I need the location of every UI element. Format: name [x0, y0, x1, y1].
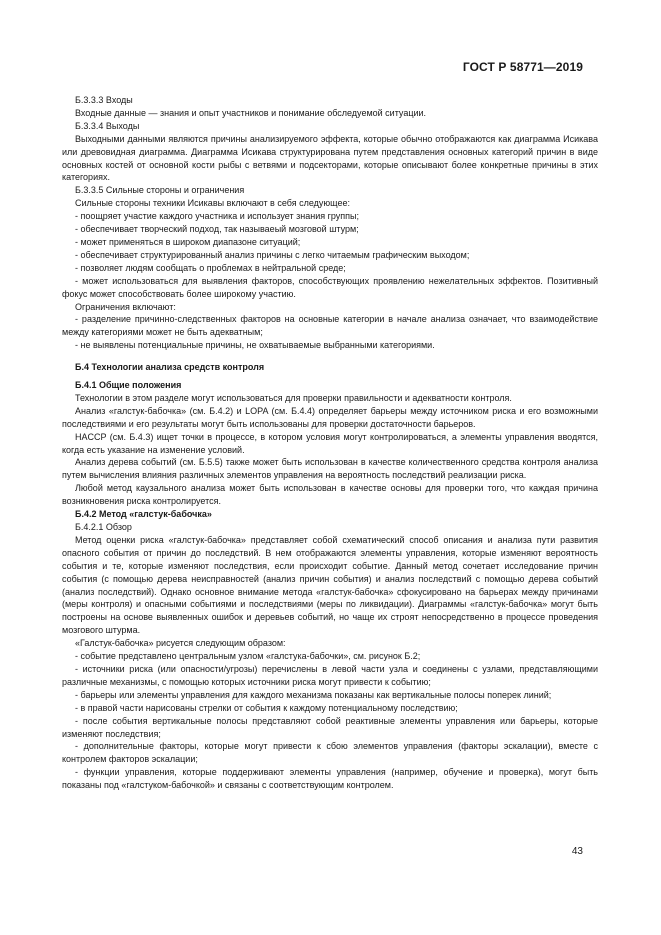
- paragraph: - после события вертикальные полосы представляют собой реактивные элементы управления или барьеры, которые изменяют последствия;: [62, 715, 598, 739]
- paragraph: - не выявлены потенциальные причины, не охватываемые выбранными категориями.: [75, 340, 435, 351]
- paragraph: Анализ «галстук-бабочка» (см. Б.4.2) и LOPA (см. Б.4.4) определяет барьеры между источником риска и его возможными последствиями и его результаты могут быть использованы для проверки достаточности барьеров.: [62, 405, 598, 429]
- section-heading: Б.4.2 Метод «галстук-бабочка»: [75, 509, 212, 520]
- paragraph: - источники риска (или опасности/угрозы) перечислены в левой части узла и соединены с узлами, представляющими различные механизмы, с помощью которых источники риска могут привести к событию;: [62, 663, 598, 687]
- paragraph: - поощряет участие каждого участника и использует знания группы;: [75, 211, 360, 222]
- paragraph: - в правой части нарисованы стрелки от события к каждому потенциальному последствию;: [75, 702, 458, 713]
- paragraph: Технологии в этом разделе могут использоваться для проверки правильности и адекватности контроля.: [75, 392, 512, 403]
- page-number: 43: [571, 846, 583, 857]
- paragraph: - может использоваться для выявления факторов, способствующих проявлению нежелательных эффектов. Позитивный фокус может способствовать более широкому участию.: [62, 275, 598, 299]
- section-heading: Б.4.1 Общие положения: [75, 380, 182, 391]
- paragraph: HACCP (см. Б.4.3) ищет точки в процессе, в котором условия могут контролироваться, а элементы управления вводятся, когда есть указание на изменение условий.: [62, 431, 598, 455]
- paragraph: Ограничения включают:: [75, 301, 176, 312]
- paragraph: - дополнительные факторы, которые могут привести к сбою элементов управления (факторы эскалации), вместе с контролем факторов эскалации;: [62, 741, 598, 765]
- paragraph: Б.4.2.1 Обзор: [75, 522, 132, 532]
- paragraph: Анализ дерева событий (см. Б.5.5) также может быть использован в качестве количественного средства контроля анализа путем вычисления влияния различных элементов управления на вероятность последствий реализации риска.: [62, 457, 598, 481]
- paragraph: Б.3.3.4 Выходы: [75, 120, 140, 131]
- paragraph: - обеспечивает творческий подход, так называеый мозговой штурм;: [75, 224, 359, 235]
- paragraph: Б.3.3.5 Сильные стороны и ограничения: [75, 185, 245, 196]
- paragraph: - может применяться в широком диапазоне ситуаций;: [75, 236, 301, 247]
- section-heading: Б.4 Технологии анализа средств контроля: [75, 362, 265, 373]
- paragraph: - разделение причинно-следственных факторов на основные категории в начале анализа означает, что взаимодействие между категориями может не быть адекватным;: [62, 314, 598, 338]
- body-text: [62, 94, 598, 792]
- paragraph: - функции управления, которые поддерживают элементы управления (например, обучение и проверка), могут быть показаны под «галстуком-бабочкой» и связаны с соответствующим контролем.: [62, 767, 598, 791]
- paragraph: - позволяет людям сообщать о проблемах в нейтральной среде;: [75, 262, 346, 273]
- paragraph: Б.3.3.3 Входы: [75, 95, 133, 105]
- paragraph: Входные данные — знания и опыт участников и понимание обследуемой ситуации.: [75, 107, 427, 118]
- paragraph: - обеспечивает структурированный анализ причины с легко читаемым графическим выходом;: [75, 249, 470, 260]
- document-id: ГОСТ Р 58771—2019: [462, 60, 583, 74]
- paragraph: - барьеры или элементы управления для каждого механизма показаны как вертикальные полосы поперек линий;: [75, 689, 552, 700]
- paragraph: Выходными данными являются причины анализируемого эффекта, которые обычно отображаются как диаграмма Исикава или древовидная диаграмма. Диаграмма Исикава структурирована путем представления основных категорий причин в виде основных костей от основной кости рыбы с ветвями и подсекторами, которые описывают более конкретные причины в этих категориях.: [62, 133, 598, 183]
- paragraph: «Галстук-бабочка» рисуется следующим образом:: [75, 638, 286, 649]
- paragraph: Сильные стороны техники Исикавы включают в себя следующее:: [75, 198, 350, 209]
- paragraph: - событие представлено центральным узлом «галстука-бабочки», см. рисунок Б.2;: [75, 651, 421, 662]
- paragraph: Метод оценки риска «галстук-бабочка» представляет собой схематический способ описания и анализа пути развития опасного события от причин до последствий. В нем отображаются элементы управления, которые изменяют вероятность события и те, которые изменяют последствия, если происходит событие. Данный метод сочетает исследование причин события (с помощью дерева неисправностей (анализ причин события) и анализ последствий с помощью дерева событий (анализ последствий). Однако основное внимание метода «галстук-бабочка» сфокусировано на барьерах между причинами (меры контроля) и опасными событиями и последствиями (меры по ликвидации). Диаграммы «галстук-бабочка» могут быть построены на основе выявленных ошибок и деревьев событий, но чаще их строят непосредственно в процессе проведения мозгового штурма.: [62, 534, 598, 636]
- paragraph: Любой метод каузального анализа может быть использован в качестве основы для проверки того, что каждая причина возникновения риска контролируется.: [62, 483, 598, 507]
